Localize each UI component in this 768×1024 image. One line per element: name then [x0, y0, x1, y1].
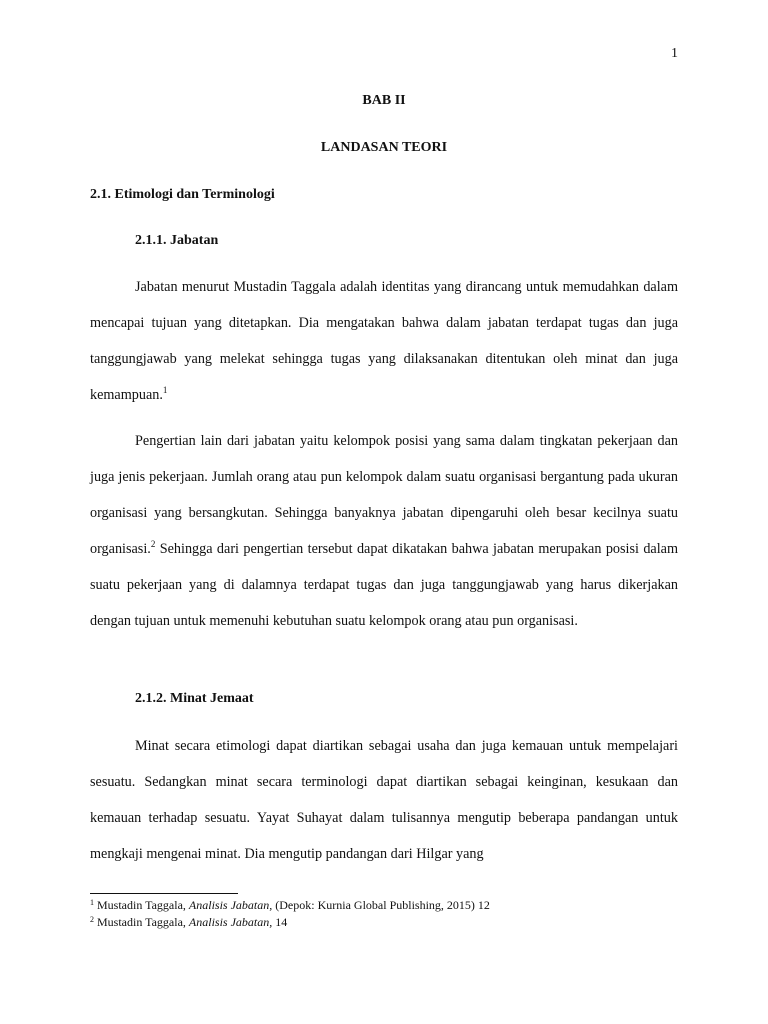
footnote-1	[90, 898, 490, 913]
footnote-ref-1: 1	[162, 385, 168, 395]
subsection-heading-minat: 2.1.2. Minat Jemaat	[135, 691, 254, 706]
footnote-title: Analisis Jabatan,	[188, 898, 273, 912]
footnote-number: 1	[90, 898, 94, 907]
footnote-number: 2	[90, 915, 94, 924]
subsection-heading-jabatan: 2.1.1. Jabatan	[135, 233, 219, 248]
page-number: 1	[671, 46, 678, 61]
paragraph-minat	[90, 728, 678, 872]
footnote-details: 14	[272, 915, 288, 929]
paragraph-text: Jabatan menurut Mustadin Taggala adalah identitas yang dirancang untuk memudahkan dalam mencapai tujuan yang ditetapkan. Dia mengatakan bahwa dalam jabatan terdapat tugas dan juga tanggungjawab yang melekat sehingga tugas yang dilaksanakan ditentukan oleh minat dan juga kemampuan.	[90, 279, 678, 403]
paragraph-text: Pengertian lain dari jabatan yaitu kelompok posisi yang sama dalam tingkatan pekerjaan dan juga jenis pekerjaan. Jumlah orang atau pun kelompok dalam suatu organisasi bergantung pada ukuran organisasi yang bersangkutan. Sehingga banyaknya jabatan dipengaruhi oleh besar kecilnya suatu organisasi.	[90, 433, 678, 557]
paragraph-text: Sehingga dari pengertian tersebut dapat dikatakan bahwa jabatan merupakan posisi dalam suatu pekerjaan yang di dalamnya terdapat tugas dan juga tanggungjawab yang harus dikerjakan dengan tujuan untuk memenuhi kebutuhan suatu kelompok orang atau pun organisasi.	[90, 541, 678, 629]
chapter-title: LANDASAN TEORI	[320, 140, 448, 155]
footnote-ref-2: 2	[150, 539, 156, 549]
footnote-separator	[90, 893, 238, 894]
paragraph-jabatan-2	[90, 423, 678, 639]
chapter-heading: BAB II	[362, 93, 406, 108]
footnote-author: Mustadin Taggala,	[97, 898, 189, 912]
paragraph-jabatan-1	[90, 269, 678, 413]
footnote-2	[90, 915, 287, 930]
paragraph-text: Minat secara etimologi dapat diartikan sebagai usaha dan juga kemauan untuk mempelajari sesuatu. Sedangkan minat secara terminologi dapat diartikan sebagai keinginan, kesukaan dan kemauan terhadap sesuatu. Yayat Suhayat dalam tulisannya mengutip beberapa pandangan untuk mengkaji mengenai minat. Dia mengutip pandangan dari Hilgar yang	[90, 738, 678, 862]
footnote-author: Mustadin Taggala,	[97, 915, 189, 929]
footnote-title: Analisis Jabatan,	[188, 915, 273, 929]
footnote-details: (Depok: Kurnia Global Publishing, 2015) 12	[272, 898, 490, 912]
section-heading: 2.1. Etimologi dan Terminologi	[90, 187, 275, 202]
